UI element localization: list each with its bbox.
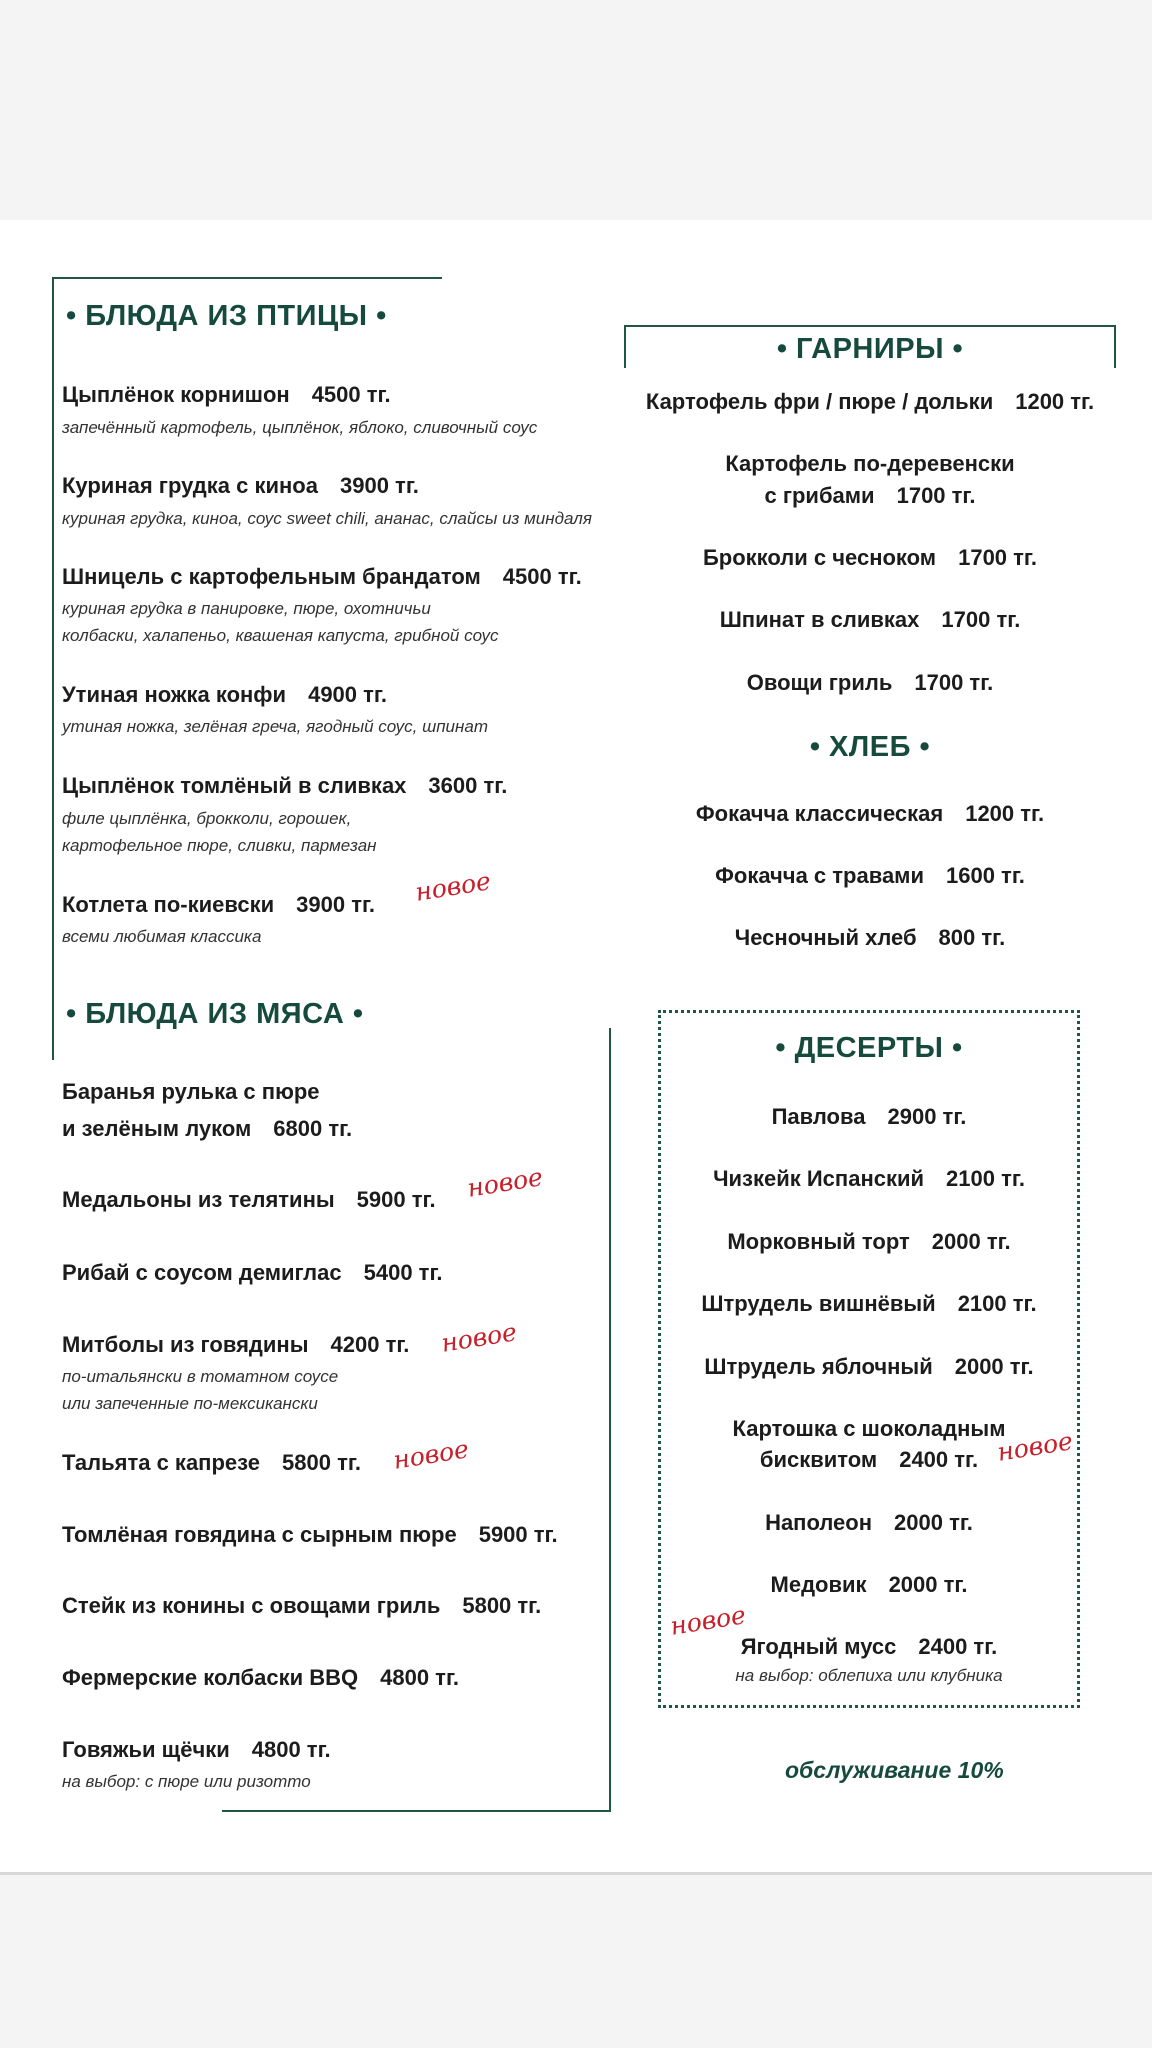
item-price: 1700 тг. [958, 545, 1037, 570]
bread-item-2 [624, 863, 1116, 889]
item-title: Наполеон [765, 1510, 873, 1535]
item-price: 5800 тг. [282, 1450, 361, 1475]
item-name [62, 1116, 352, 1142]
item-title: Куриная грудка с киноа [62, 473, 318, 498]
item-title: Медальоны из телятины [62, 1187, 335, 1212]
item-price: 3600 тг. [428, 773, 508, 798]
desserts-item-1 [658, 1104, 1080, 1130]
item-price: 800 тг. [938, 925, 1006, 950]
item-name [62, 1260, 443, 1286]
item-name [62, 564, 582, 590]
sides-item-5 [624, 670, 1116, 696]
meat-title: • БЛЮДА ИЗ МЯСА • [66, 998, 364, 1030]
item-price: 4500 тг. [311, 382, 391, 407]
bread-item-1 [624, 801, 1116, 827]
item-desc: всеми любимая классика [62, 927, 262, 946]
bread-title: • ХЛЕБ • [809, 731, 931, 763]
item-price: 5900 тг. [356, 1187, 436, 1212]
item-desc: картофельное пюре, сливки, пармезан [62, 836, 377, 855]
item-title: Чесночный хлеб [734, 925, 917, 950]
item-desc: или запеченные по-мексикански [62, 1394, 318, 1413]
item-name [62, 1665, 459, 1691]
new-tag: новое [391, 1434, 471, 1475]
desserts-title: • ДЕСЕРТЫ • [775, 1032, 963, 1064]
item-name [624, 483, 1116, 509]
item-name [62, 1737, 331, 1763]
item-title: Фокачча классическая [695, 801, 944, 826]
item-price: 2000 тг. [888, 1572, 968, 1597]
item-title: Штрудель вишнёвый [701, 1291, 936, 1316]
item-price: 1200 тг. [965, 801, 1045, 826]
item-price: 4200 тг. [330, 1332, 410, 1357]
poultry-frame-top [52, 277, 442, 279]
item-price: 2400 тг. [899, 1447, 979, 1472]
item-price: 2000 тг. [894, 1510, 973, 1535]
item-desc: на выбор: облепиха или клубника [735, 1666, 1003, 1685]
item-title: Фермерские колбаски BBQ [62, 1665, 359, 1690]
item-title: Шницель с картофельным брандатом [62, 564, 481, 589]
desserts-item-2 [658, 1166, 1080, 1192]
item-title: Тальята с капрезе [62, 1450, 261, 1475]
item-title: Цыплёнок томлёный в сливках [62, 773, 407, 798]
item-name [62, 773, 507, 799]
item-desc: на выбор: с пюре или ризотто [62, 1772, 311, 1791]
item-title: с грибами [764, 483, 875, 508]
item-title: Котлета по-киевски [62, 892, 275, 917]
item-price: 3900 тг. [296, 892, 376, 917]
item-title: Шпинат в сливках [719, 607, 920, 632]
item-name [62, 1522, 558, 1548]
new-tag: новое [413, 866, 493, 907]
item-desc: утиная ножка, зелёная греча, ягодный соус, шпинат [62, 717, 488, 736]
desserts-item-3 [658, 1229, 1080, 1255]
sides-title: • ГАРНИРЫ • [776, 333, 964, 365]
item-price: 5400 тг. [363, 1260, 443, 1285]
item-title: Овощи гриль [746, 670, 893, 695]
item-price: 2100 тг. [957, 1291, 1037, 1316]
item-desc: запечённый картофель, цыплёнок, яблоко, сливочный соус [62, 418, 538, 437]
item-price: 6800 тг. [273, 1116, 353, 1141]
item-title: Утиная ножка конфи [62, 682, 287, 707]
item-name [62, 382, 391, 408]
item-desc: куриная грудка, киноа, соус sweet chili, ананас, слайсы из миндаля [62, 509, 592, 528]
item-title: Цыплёнок корнишон [62, 382, 290, 407]
item-name: Картошка с шоколадным [732, 1416, 1006, 1441]
item-name [62, 1593, 541, 1619]
item-title: Томлёная говядина с сырным пюре [62, 1522, 457, 1547]
meat-frame-bottom [222, 1810, 611, 1812]
item-title: Брокколи с чесноком [702, 545, 937, 570]
new-tag: новое [439, 1317, 519, 1358]
item-name [62, 892, 375, 918]
poultry-title: • БЛЮДА ИЗ ПТИЦЫ • [66, 300, 387, 332]
poultry-frame-left [52, 277, 54, 1060]
item-name: Картофель по-деревенски [725, 451, 1015, 476]
item-price: 3900 тг. [339, 473, 419, 498]
item-desc: куриная грудка в панировке, пюре, охотничьи [62, 599, 431, 618]
item-name: Баранья рулька с пюре [62, 1079, 320, 1104]
item-name [62, 473, 419, 499]
item-title: бисквитом [759, 1447, 878, 1472]
item-price: 4800 тг. [251, 1737, 331, 1762]
item-title: Рибай с соусом демиглас [62, 1260, 342, 1285]
item-price: 1700 тг. [941, 607, 1021, 632]
page-bottom-divider [0, 1872, 1152, 1875]
item-price: 5900 тг. [478, 1522, 558, 1547]
item-title: Говяжьи щёчки [62, 1737, 230, 1762]
item-name [62, 1187, 436, 1213]
item-price: 4800 тг. [380, 1665, 460, 1690]
item-desc: филе цыплёнка, брокколи, горошек, [62, 809, 352, 828]
item-price: 2900 тг. [887, 1104, 967, 1129]
item-title: Митболы из говядины [62, 1332, 309, 1357]
item-title: Картофель фри / пюре / дольки [645, 389, 994, 414]
item-price: 2000 тг. [954, 1354, 1034, 1379]
item-title: и зелёным луком [62, 1116, 252, 1141]
item-price: 1700 тг. [896, 483, 976, 508]
item-title: Стейк из конины с овощами гриль [62, 1593, 441, 1618]
service-charge-note: обслуживание 10% [785, 1757, 1004, 1783]
sides-item-4 [624, 607, 1116, 633]
item-name [62, 1332, 409, 1358]
item-price: 1600 тг. [945, 863, 1025, 888]
desserts-item-8 [658, 1572, 1080, 1598]
item-desc: колбаски, халапеньо, квашеная капуста, грибной соус [62, 626, 499, 645]
item-title: Штрудель яблочный [704, 1354, 933, 1379]
item-price: 1200 тг. [1015, 389, 1095, 414]
item-price: 5800 тг. [462, 1593, 542, 1618]
sides-item-1 [624, 389, 1116, 415]
new-tag: новое [465, 1162, 545, 1203]
sides-item-3 [624, 545, 1116, 571]
item-title: Фокачча с травами [715, 863, 924, 888]
item-price: 2000 тг. [931, 1229, 1011, 1254]
meat-frame-right [609, 1028, 611, 1812]
item-price: 4900 тг. [308, 682, 387, 707]
item-title: Чизкейк Испанский [713, 1166, 925, 1191]
item-title: Павлова [771, 1104, 866, 1129]
sides-frame-top [624, 325, 1116, 327]
desserts-item-7 [658, 1510, 1080, 1536]
new-tag: новое [995, 1426, 1075, 1467]
desserts-item-4 [658, 1291, 1080, 1317]
item-price: 4500 тг. [502, 564, 582, 589]
item-title: Ягодный мусс [740, 1634, 897, 1659]
item-title: Морковный торт [727, 1229, 910, 1254]
desserts-item-5 [658, 1354, 1080, 1380]
item-name [62, 682, 387, 708]
item-name [658, 1634, 1080, 1660]
item-price: 2100 тг. [946, 1166, 1025, 1191]
item-title: Медовик [770, 1572, 867, 1597]
item-desc: по-итальянски в томатном соусе [62, 1367, 339, 1386]
bread-item-3 [624, 925, 1116, 951]
new-tag: новое [668, 1600, 748, 1641]
item-price: 1700 тг. [914, 670, 994, 695]
item-price: 2400 тг. [918, 1634, 998, 1659]
item-name [62, 1450, 361, 1476]
